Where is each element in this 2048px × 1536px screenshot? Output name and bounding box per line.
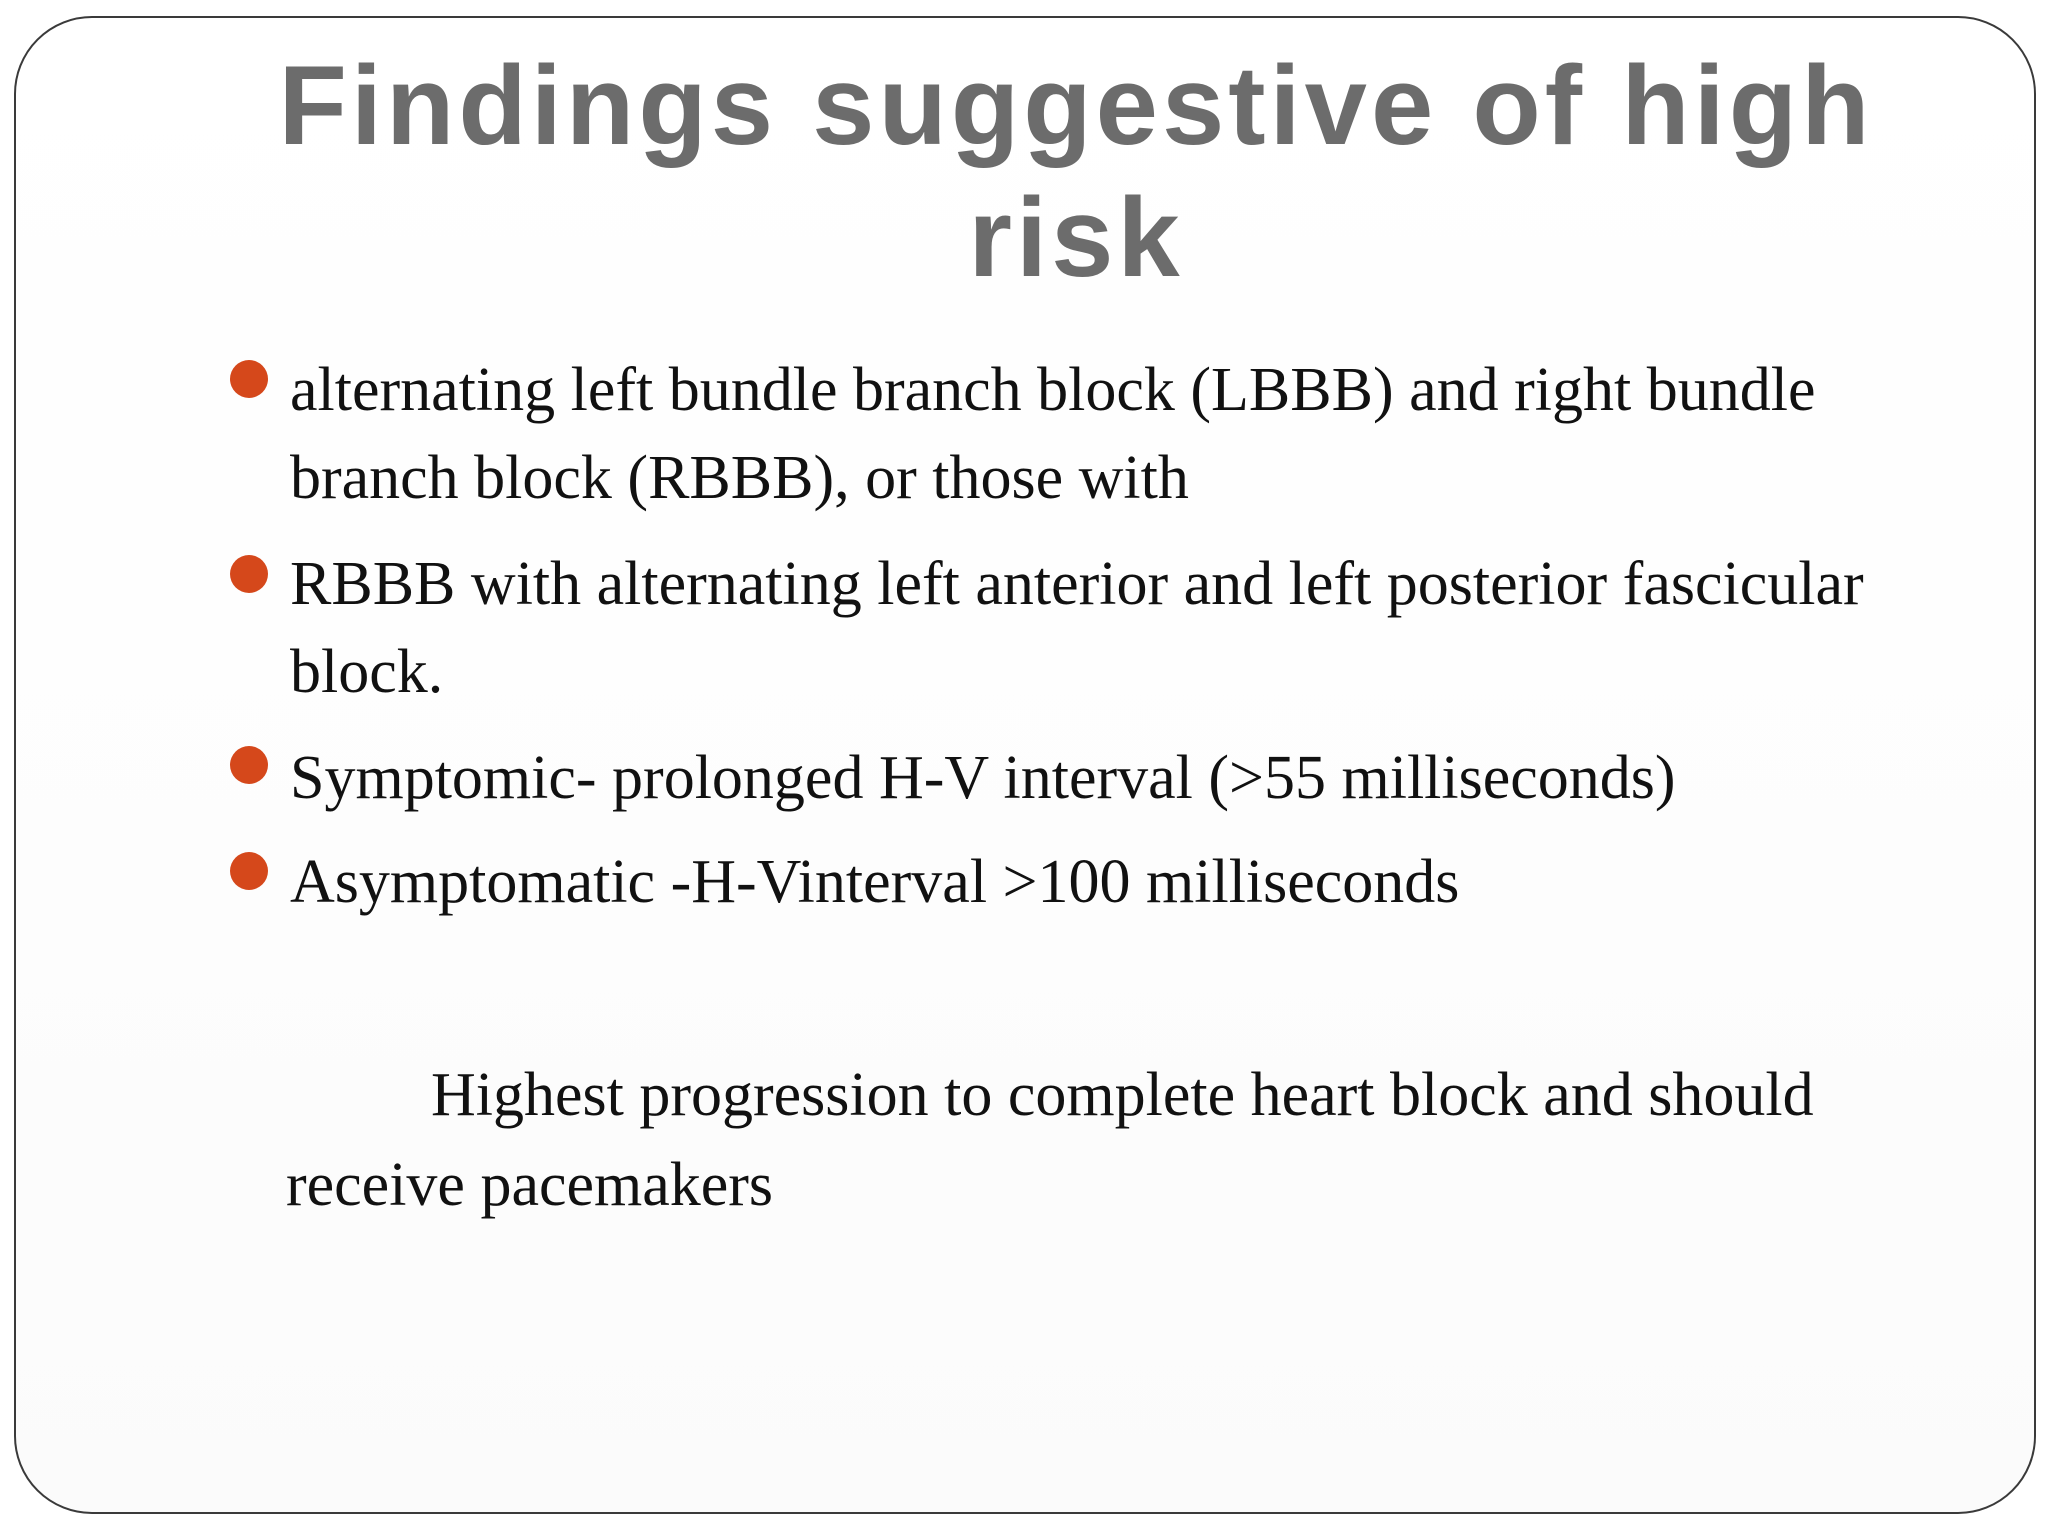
slide-title: Findings suggestive of high risk (278, 43, 1874, 300)
bullet-dot-icon (230, 746, 268, 784)
bullet-text: RBBB with alternating left anterior and left posterior fascicular block. (290, 550, 1864, 706)
bullet-text: alternating left bundle branch block (LBBB) and right bundle branch block (RBBB), or those with (290, 356, 1816, 512)
bullet-text: Asymptomatic -H-Vinterval >100 milliseconds (290, 848, 1460, 916)
bullet-dot-icon (230, 555, 268, 593)
bullet-text: Symptomic- prolonged H-V interval (>55 milliseconds) (290, 744, 1676, 812)
bullet-dot-icon (230, 360, 268, 398)
conclusion-note: Highest progression to complete heart block and should receive pacemakers (286, 1061, 1814, 1219)
bullet-dot-icon (230, 852, 268, 890)
